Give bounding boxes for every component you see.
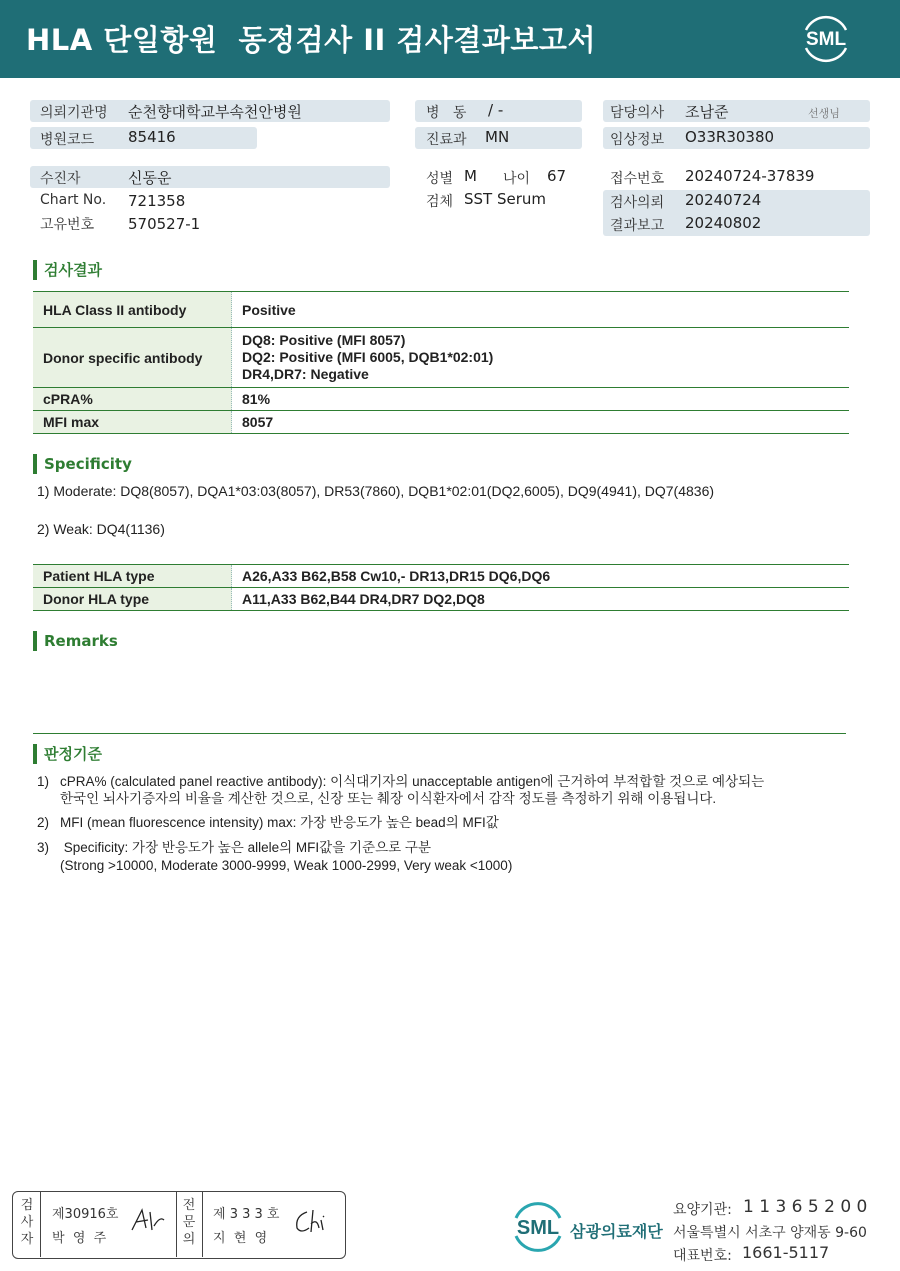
address: 서울특별시 서초구 양재동 9-60 — [673, 1225, 867, 1241]
dsa-line: DQ2: Positive (MFI 6005, DQB1*02:01) — [242, 349, 494, 365]
specialist-label: 전 문 의 — [182, 1198, 196, 1247]
criteria-line: Specificity: 가장 반응도가 높은 allele의 MFI값을 기준으로 구분 — [60, 840, 431, 855]
specialist-signature — [293, 1206, 335, 1238]
remarks-divider — [33, 733, 846, 734]
row-value: 81% — [232, 388, 850, 411]
row-value: A11,A33 B62,B44 DR4,DR7 DQ2,DQ8 — [232, 588, 850, 611]
criteria-num: 2) — [37, 815, 50, 830]
examiner-label: 검 사 자 — [20, 1198, 34, 1247]
row-key: cPRA% — [33, 388, 232, 411]
specificity-section-title: Specificity — [33, 454, 132, 474]
receipt-label: 접수번호 — [610, 171, 665, 187]
criteria-num: 1) — [37, 774, 50, 789]
org-name: 삼광의료재단 — [570, 1222, 663, 1241]
row-key: MFI max — [33, 411, 232, 434]
age-value: 67 — [547, 167, 567, 185]
receipt-value: 20240724-37839 — [685, 167, 815, 185]
doctor-value: 조남준 — [685, 103, 729, 121]
phone-label: 대표번호: — [673, 1248, 732, 1264]
specimen-label: 검체 — [426, 194, 454, 210]
specificity-moderate: 1) Moderate: DQ8(8057), DQA1*03:03(8057), DR53(7860), DQB1*02:01(DQ2,6005), DQ9(4941), DQ7(4836) — [37, 483, 715, 499]
dsa-line: DQ8: Positive (MFI 8057) — [242, 332, 406, 348]
institution-value: 순천향대학교부속천안병원 — [128, 103, 302, 121]
institution-label: 의뢰기관명 — [40, 105, 108, 121]
remarks-section-title: Remarks — [33, 631, 118, 651]
dept-value: MN — [485, 128, 510, 146]
criteria-section-title: 판정기준 — [33, 744, 102, 764]
criteria-num: 3) — [37, 840, 50, 855]
chart-value: 721358 — [128, 192, 186, 210]
chart-label: Chart No. — [40, 192, 107, 208]
sig-divider — [202, 1192, 203, 1257]
row-value: Positive — [232, 292, 850, 328]
unique-value: 570527-1 — [128, 215, 201, 233]
hospital-code-value: 85416 — [128, 128, 176, 146]
report-title: HLA 단일항원 동정검사 II 검사결과보고서 — [26, 23, 596, 57]
results-section-title: 검사결과 — [33, 260, 102, 280]
specificity-weak: 2) Weak: DQ4(1136) — [37, 521, 165, 537]
hla-type-table — [33, 564, 849, 611]
table-row — [33, 292, 849, 328]
row-value: A26,A33 B62,B58 Cw10,- DR13,DR15 DQ6,DQ6 — [232, 565, 850, 588]
table-row — [33, 411, 849, 434]
doctor-label: 담당의사 — [610, 105, 665, 121]
row-value — [232, 328, 850, 388]
report-value: 20240802 — [685, 214, 762, 232]
sig-divider — [176, 1192, 177, 1257]
examiner-number: 제30916호 — [52, 1207, 119, 1222]
report-label: 결과보고 — [610, 218, 665, 234]
clinical-label: 임상정보 — [610, 132, 665, 148]
row-key: Donor specific antibody — [33, 328, 232, 388]
sex-label: 성별 — [426, 171, 454, 187]
doctor-suffix: 선생님 — [808, 107, 840, 120]
row-key: Patient HLA type — [33, 565, 232, 588]
dept-label: 진료과 — [426, 132, 467, 148]
unique-label: 고유번호 — [40, 217, 95, 233]
sig-divider — [40, 1192, 41, 1257]
care-number: 1 1 3 6 5 2 0 0 — [743, 1197, 868, 1217]
patient-pill — [30, 166, 390, 188]
results-table — [33, 291, 849, 434]
hospital-code-label: 병원코드 — [40, 132, 95, 148]
row-key: HLA Class II antibody — [33, 292, 232, 328]
table-row — [33, 565, 849, 588]
sml-footer-logo-text: SML — [516, 1217, 560, 1239]
request-label: 검사의뢰 — [610, 195, 665, 211]
ward-value: / - — [488, 101, 504, 119]
table-row — [33, 388, 849, 411]
sml-logo — [798, 12, 854, 64]
criteria-line: MFI (mean fluorescence intensity) max: 가장 반응도가 높은 bead의 MFI값 — [60, 815, 499, 830]
sml-logo-text: SML — [805, 29, 847, 50]
row-value: 8057 — [232, 411, 850, 434]
criteria-line: cPRA% (calculated panel reactive antibody): 이식대기자의 unacceptable antigen에 근거하여 부적합할 것으로 예상되는 — [60, 774, 765, 789]
table-row — [33, 588, 849, 611]
patient-label: 수진자 — [40, 171, 81, 187]
patient-value: 신동운 — [128, 169, 172, 187]
care-label: 요양기관: — [673, 1202, 732, 1218]
phone-number: 1661-5117 — [742, 1243, 830, 1262]
table-row — [33, 328, 849, 388]
request-value: 20240724 — [685, 191, 762, 209]
ward-label: 병 동 — [426, 105, 467, 121]
age-label: 나이 — [503, 171, 531, 187]
dsa-line: DR4,DR7: Negative — [242, 366, 369, 382]
specialist-name: 지 현 영 — [213, 1231, 268, 1246]
row-key: Donor HLA type — [33, 588, 232, 611]
specimen-value: SST Serum — [464, 190, 547, 208]
criteria-line: (Strong >10000, Moderate 3000-9999, Weak 1000-2999, Very weak <1000) — [60, 858, 513, 873]
sex-value: M — [464, 167, 477, 185]
clinical-value: O33R30380 — [685, 128, 775, 146]
examiner-name: 박 영 주 — [52, 1231, 107, 1246]
specialist-number: 제 3 3 3 호 — [213, 1207, 280, 1222]
sml-footer-logo — [508, 1198, 568, 1254]
examiner-signature — [128, 1206, 168, 1236]
criteria-line: 한국인 뇌사기증자의 비율을 계산한 것으로, 신장 또는 췌장 이식환자에서 감작 정도를 측정하기 위해 이용됩니다. — [60, 791, 717, 806]
